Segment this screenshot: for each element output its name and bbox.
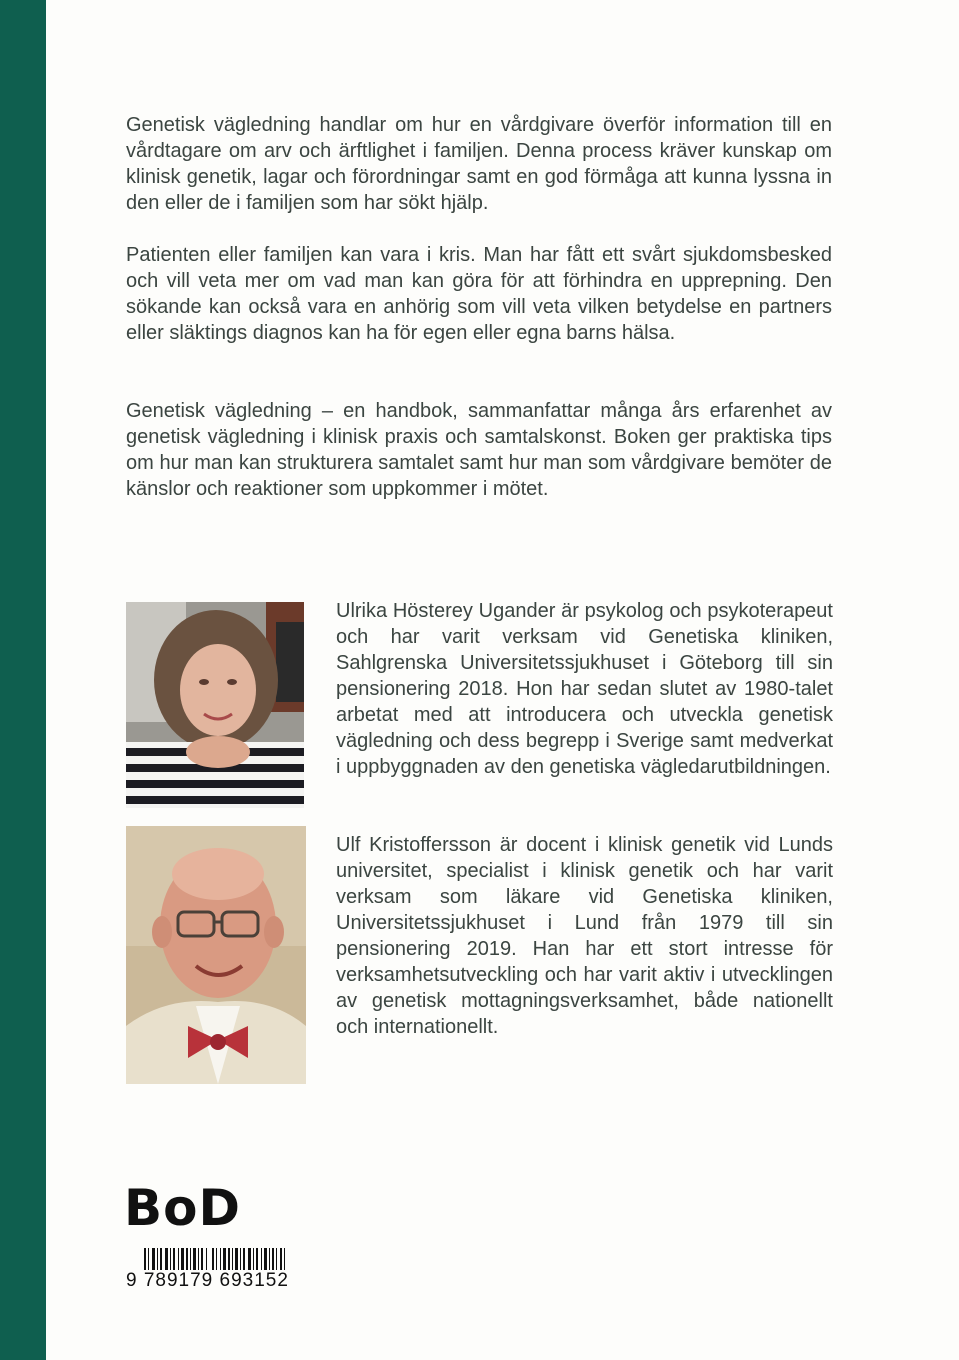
isbn-number: 9 789179 693152: [126, 1270, 289, 1291]
author-bio-1: Ulrika Hösterey Ugander är psykolog och psykoterapeut och har varit verksam vid Genetiska kliniken, Sahlgrenska Universitetssjukhuset i Göteborg till sin pensionering 2018. Hon har sedan slutet av 1980-talet arbetat med att introducera och utveckla genetisk vägledning och dess begrepp i Sverige samt medverkat i uppbyggnaden av den genetiska vägledarutbildningen.: [336, 600, 833, 778]
publisher-logo: BoD: [124, 1179, 241, 1237]
spine-stripe: [0, 0, 46, 1360]
blurb-paragraph-3: Genetisk vägledning – en handbok, sammanfattar många års erfarenhet av genetisk vägledning i klinisk praxis och samtalskonst. Boken ger praktiska tips om hur man kan strukturera samtalet samt hur man som vårdgivare bemöter de känslor och reaktioner som uppkommer i mötet.: [126, 400, 832, 500]
blurb-paragraph-1: Genetisk vägledning handlar om hur en vårdgivare överför information till en vårdtagare om arv och ärftlighet i familjen. Denna process kräver kunskap om klinisk genetik, lagar och förordningar samt en god förmåga att kunna lyssna in den eller de i familjen som har sökt hjälp.: [126, 114, 832, 214]
author-bio-2: Ulf Kristoffersson är docent i klinisk genetik vid Lunds universitet, specialist i klinisk genetik och har varit verksam som läkare vid Genetiska kliniken, Universitetssjukhuset i Lund från 1979 till sin pensionering 2019. Han har ett stort intresse för verksamhetsutveckling och har varit aktiv i utvecklingen av genetisk mottagningsverksamhet, både nationellt och internationellt.: [336, 834, 833, 1038]
blurb-paragraph-2: Patienten eller familjen kan vara i kris. Man har fått ett svårt sjukdomsbesked och vill veta mer om vad man kan göra för att förhindra en upprepning. Den sökande kan också vara en anhörig som vill veta vilken betydelse en partners eller släktings diagnos kan ha för egen eller egna barns hälsa.: [126, 244, 832, 344]
author-photo-1: [126, 602, 304, 808]
author-photo-2: [126, 826, 306, 1084]
